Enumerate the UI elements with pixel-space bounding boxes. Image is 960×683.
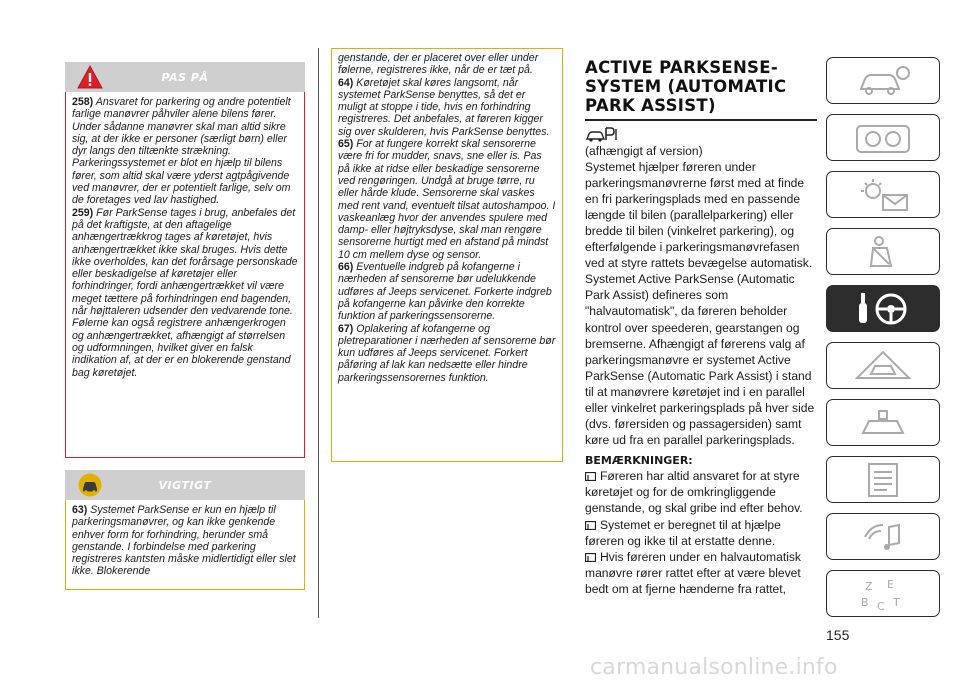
warning-box-header [65, 62, 305, 92]
dashboard-icon [843, 118, 923, 158]
item-number: 259) [72, 206, 94, 219]
maintenance-icon [843, 403, 923, 443]
important-box-title: VIGTIGT [158, 478, 212, 492]
section-title-line: SYSTEM (AUTOMATIC [585, 77, 787, 96]
item-number: 66) [338, 261, 354, 274]
tab-maintenance[interactable] [826, 399, 940, 446]
item-number: 65) [338, 138, 354, 151]
section-title-line: PARK ASSIST) [585, 96, 716, 115]
item-text: Køretøjet skal køres langsomt, når systemet ParkSense benyttes, så det er muligt at stoppe i tide, hvis en forhindring registreres. Det anbefales, at føreren kigger sig over skulderen, hvis ParkSense benyttes. [338, 76, 550, 138]
car-warning-icon [77, 472, 103, 498]
note-text: Føreren har altid ansvaret for at styre køretøjet og for de omkringliggende genstande, og skal gribe ind efter behov. [585, 469, 803, 516]
note-item [585, 549, 815, 597]
section-column [585, 58, 815, 597]
section-title-line: ACTIVE PARKSENSE- [585, 58, 778, 77]
item-number: 63) [72, 504, 88, 516]
note-text: Systemet er beregnet til at hjælpe føreren og ikke til at erstatte denne. [585, 517, 781, 548]
tab-index[interactable] [826, 570, 940, 617]
paragraph-1: Systemet hjælper føreren under parkeringsmanøvrerne først med at finde en fri parkeringsplads med en passende længde til bilen (parallelparkering) eller bredde til bilen (vinkelret parkering), og efterfølgende i parkeringsmanøvrefasen ved at styre rattets bevægelse automatisk. [585, 159, 813, 271]
continued-box-body [332, 49, 562, 461]
note-item [585, 468, 815, 516]
tab-multimedia[interactable] [826, 513, 940, 560]
tab-technical-data[interactable] [826, 456, 940, 503]
section-title [585, 58, 815, 115]
item-text: Før ParkSense tages i brug, anbefales det på det kraftigste, at den aftagelige anhængertrækkrog tages af køretøjet, hvis anhængertrækket ikke skal bruges. Hvis dette ikke overholdes, kan det forårsage personskade eller beskadigelse af køretøjer eller forhindringer, fordi anhængertrækket vil være meget tættere på forhindringen end bagenden, når højttaleren udsender den vedvarende tone. Følerne kan også registrere anhængerkrogen og anhængertrækket, afhængigt af størrelsen og udformningen, hvilket giver en falsk indikation af, at der er en blokerende genstand bag køretøjet. [72, 206, 298, 379]
tab-emergency[interactable] [826, 342, 940, 389]
section-body [585, 143, 815, 598]
notes-heading: BEMÆRKNINGER: [585, 454, 693, 468]
item-text: Systemet ParkSense er kun en hjælp til parkeringsmanøvrer, og kan ikke genkende enhver form for forhindring, herunder små genstande. I forbindelse med parkering registreres kantsten måske midlertidigt eller slet ikke. Blokerende [72, 504, 296, 578]
important-item-64 [338, 77, 556, 138]
svg-text:E: E [887, 577, 894, 591]
continued-lead-text: genstande, der er placeret over eller under følerne, registreres ikke, når de er tæt på. [338, 52, 539, 77]
watermark: carmanualsonline.info [590, 655, 838, 680]
specs-list-icon [843, 460, 923, 500]
tab-starting-driving[interactable] [826, 285, 940, 332]
item-text: Eventuelle indgreb på kofangerne i nærheden af sensorerne bør udelukkende udføres af Jeeps servicenet. Forkerte indgreb på kofangerne kan påvirke den korrekte funktion af parkeringssensorerne. [338, 261, 552, 323]
bullet-arrow-icon [585, 472, 596, 481]
important-item-65 [338, 138, 556, 261]
important-box-body [65, 500, 305, 590]
svg-text:C: C [877, 599, 885, 613]
tab-lights[interactable] [826, 171, 940, 218]
car-info-icon [843, 61, 923, 101]
title-rule [585, 119, 817, 121]
index-abc-icon [843, 574, 923, 614]
warning-triangle-icon [77, 64, 103, 90]
svg-text:B: B [861, 595, 869, 609]
steering-key-icon [843, 289, 923, 329]
paragraph-2: Systemet Active ParkSense (Automatic Park Assist) defineres som "halvautomatisk", da føreren beholder kontrol over speederen, gearstangen og bremserne. Afhængigt af førerens valg af parkeringsmanøvre er systemet Active ParkSense (Automatic Park Assist) i stand til at manøvrere køretøjet ind i en parallel eller vinkelret parkeringsplads på hver side (dvs. førersiden og passagersiden) samt køre ud fra en parallel parkeringsplads. [585, 272, 815, 448]
column-divider [318, 48, 319, 618]
version-note: (afhængigt af version) [585, 143, 703, 158]
item-number: 258) [72, 96, 94, 108]
important-item-63 [72, 504, 299, 578]
important-box-continued [331, 48, 563, 462]
item-text: Ansvaret for parkering og andre potentielt farlige manøvrer påhviler alene bilens fører. Under sådanne manøvrer skal man altid sikre sig, at der ikke er personer (særligt børn) eller dyr langs den tiltænkte strækning. Parkeringssystemet er blot en hjælp til bilens fører, som altid skal være yderst agtpågivende ved manøvrer, der er potentielt farlige, selv om de foretages ved lav hastighed. [72, 96, 291, 207]
multimedia-icon [843, 517, 923, 557]
important-box [65, 470, 305, 590]
chapter-sidebar [826, 57, 940, 627]
car-parking-icon [585, 125, 619, 143]
svg-text:Z: Z [865, 579, 873, 593]
item-text: For at fungere korrekt skal sensorerne være fri for mudder, snavs, sne eller is. Pas på ikke at ridse eller beskadige sensorerne ved rengøringen. Undgå at bruge tørre, ru eller hårde klude. Sensorerne skal vaskes med rent vand, eventuelt tilsat autoshampoo. I vaskeanlæg hvor der anvendes spulere med damp- eller højtryksdyse, skal man rengøre sensorerne hurtigt med en afstand på mindst 10 cm mellem dyse og sensor. [338, 138, 556, 261]
bullet-arrow-icon [585, 521, 596, 530]
item-number: 64) [338, 76, 354, 89]
warning-box-title: PAS PÅ [161, 70, 209, 84]
warning-item-259 [72, 207, 299, 379]
tab-car-info[interactable] [826, 57, 940, 104]
page-number: 155 [826, 627, 850, 643]
bullet-arrow-icon [585, 553, 596, 562]
note-text: Hvis føreren under en halvautomatisk manøvre rører rattet efter at være blevet bedt om at fjerne hænderne fra rattet, [585, 549, 801, 596]
car-icon-row [585, 125, 815, 143]
warning-item-258 [72, 96, 299, 207]
warning-box [65, 62, 305, 458]
warning-box-body [65, 92, 305, 458]
important-item-66 [338, 261, 556, 322]
tab-seatbelt[interactable] [826, 228, 940, 275]
seatbelt-icon [843, 232, 923, 272]
important-box-header [65, 470, 305, 500]
important-item-67 [338, 323, 556, 384]
note-item [585, 517, 815, 549]
item-text: Oplakering af kofangerne og pletreparationer i nærheden af sensorerne bør kun udføres af Jeeps servicenet. Forkert påføring af lak kan nedsætte eller hindre parkeringssensorernes funktion. [338, 322, 556, 384]
svg-text:T: T [893, 595, 900, 609]
lights-icon [843, 175, 923, 215]
tab-dashboard[interactable] [826, 114, 940, 161]
item-number: 67) [338, 322, 354, 335]
car-crash-icon [843, 346, 923, 386]
